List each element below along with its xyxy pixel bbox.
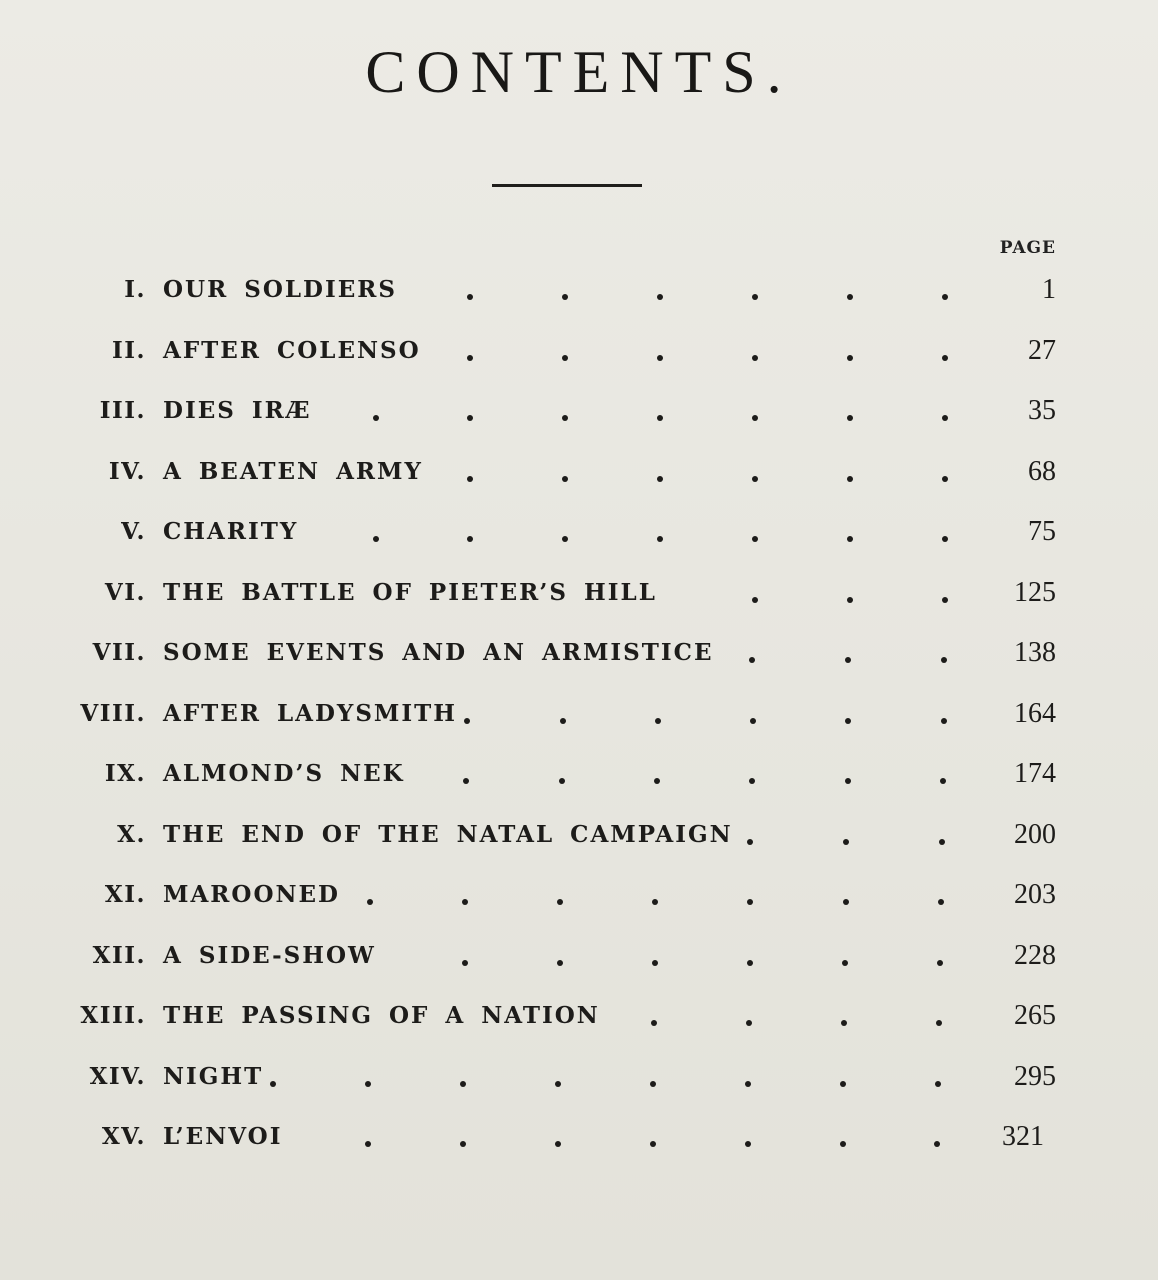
leader-dot [555,1141,561,1147]
leader-dot [840,1081,846,1087]
toc-entry [0,633,1158,694]
leader-dot [747,839,753,845]
leader-dot [747,960,753,966]
chapter-number: XIV. [89,1062,146,1090]
page-number: 27 [1028,334,1056,366]
page-number: 203 [1014,879,1056,910]
leader-dot [752,415,758,421]
leader-dot [555,1081,561,1087]
leader-dot [939,839,945,845]
leader-dot [941,657,947,663]
chapter-number: VII. [92,639,146,666]
toc-entry [0,694,1158,755]
leader-dot [940,778,946,784]
leader-dot [557,960,563,966]
chapter-title: OUR SOLDIERS [163,276,397,303]
leader-dot [942,415,948,421]
leader-dot [657,294,663,300]
leader-dot [367,899,373,905]
leader-dot [937,960,943,966]
page-number: 1 [1042,274,1056,305]
leader-dot [562,536,568,542]
chapter-number: IV. [108,457,146,485]
leader-dot [464,718,470,724]
leader-dot [654,778,660,784]
leader-dot [463,778,469,784]
toc-entry [0,512,1158,573]
leader-dot [467,536,473,542]
chapter-title: A SIDE-SHOW [163,941,376,969]
leader-dot [557,899,563,905]
leader-dot [750,718,756,724]
page-number: 138 [1014,637,1056,668]
chapter-number: X. [117,820,146,848]
toc-entry [0,270,1158,331]
leader-dot [365,1081,371,1087]
page-number: 174 [1014,758,1056,789]
leader-dot [562,415,568,421]
leader-dot [652,960,658,966]
leader-dot [847,476,853,482]
chapter-title: THE END OF THE NATAL CAMPAIGN [163,820,733,848]
page-column-label: PAGE [999,238,1056,258]
chapter-number: III. [99,397,146,424]
leader-dot [942,294,948,300]
page-number: 75 [1028,516,1056,547]
chapter-number: VI. [104,578,146,606]
leader-dot [847,536,853,542]
leader-dot [373,415,379,421]
leader-dot [560,718,566,724]
toc-entry [0,754,1158,815]
leader-dot [651,1020,657,1026]
chapter-title: THE PASSING OF A NATION [163,1002,600,1029]
leader-dot [650,1081,656,1087]
leader-dot [562,294,568,300]
leader-dot [845,657,851,663]
leader-dot [467,294,473,300]
page-number: 295 [1014,1060,1056,1092]
page-number: 68 [1028,455,1056,487]
leader-dot [847,415,853,421]
leader-dot [752,294,758,300]
toc-entry [0,452,1158,513]
toc-entry [0,573,1158,634]
chapter-title: ALMOND’S NEK [163,760,405,787]
leader-dot [843,899,849,905]
leader-dot [462,899,468,905]
leader-dot [652,899,658,905]
chapter-title: THE BATTLE OF PIETER’S HILL [163,578,657,606]
chapter-number: IX. [104,760,146,787]
leader-dot [657,415,663,421]
leader-dot [745,1081,751,1087]
chapter-title: DIES IRÆ [163,397,312,424]
chapter-number: I. [124,276,146,303]
chapter-title: L’ENVOI [163,1123,283,1150]
toc-entry [0,331,1158,392]
leader-dot [847,355,853,361]
toc-entry [0,1057,1158,1118]
leader-dot [935,1081,941,1087]
page-title: CONTENTS. [365,39,793,105]
leader-dot [840,1141,846,1147]
page-number: 228 [1014,939,1056,971]
chapter-number: II. [111,336,146,364]
leader-dot [562,355,568,361]
leader-dot [845,718,851,724]
leader-dot [942,597,948,603]
page-number: 200 [1014,818,1056,850]
leader-dot [842,960,848,966]
chapter-number: XI. [104,881,146,908]
leader-dot [562,476,568,482]
leader-dot [270,1081,276,1087]
chapter-number: V. [121,518,146,545]
chapter-number: VIII. [80,699,146,727]
leader-dot [650,1141,656,1147]
chapter-number: XV. [101,1123,146,1150]
leader-dot [847,294,853,300]
leader-dot [942,536,948,542]
leader-dot [467,355,473,361]
table-of-contents [0,270,1158,1178]
page-number: 321 [1002,1121,1044,1152]
leader-dot [657,476,663,482]
leader-dot [752,476,758,482]
leader-dot [847,597,853,603]
title-rule [492,184,642,187]
leader-dot [462,960,468,966]
chapter-title: AFTER COLENSO [163,336,421,364]
leader-dot [657,536,663,542]
leader-dot [467,476,473,482]
toc-entry [0,936,1158,997]
chapter-title: SOME EVENTS AND AN ARMISTICE [163,639,714,666]
leader-dot [749,657,755,663]
leader-dot [841,1020,847,1026]
leader-dot [942,355,948,361]
chapter-title: AFTER LADYSMITH [163,699,457,727]
chapter-number: XII. [92,941,146,969]
page-number: 125 [1014,576,1056,608]
leader-dot [745,1141,751,1147]
leader-dot [845,778,851,784]
toc-entry [0,875,1158,936]
chapter-title: A BEATEN ARMY [163,457,423,485]
leader-dot [752,355,758,361]
page-number: 35 [1028,395,1056,426]
leader-dot [747,899,753,905]
leader-dot [752,536,758,542]
leader-dot [843,839,849,845]
chapter-title: CHARITY [163,518,299,545]
chapter-title: MAROONED [163,881,340,908]
toc-entry [0,815,1158,876]
leader-dot [752,597,758,603]
leader-dot [655,718,661,724]
leader-dot [942,476,948,482]
leader-dot [559,778,565,784]
leader-dot [373,536,379,542]
toc-entry [0,391,1158,452]
leader-dot [746,1020,752,1026]
leader-dot [365,1141,371,1147]
leader-dot [460,1141,466,1147]
page-number: 265 [1014,1000,1056,1031]
page-number: 164 [1014,697,1056,729]
toc-entry [0,1117,1158,1178]
chapter-title: NIGHT [163,1062,264,1090]
leader-dot [749,778,755,784]
leader-dot [941,718,947,724]
leader-dot [938,899,944,905]
leader-dot [467,415,473,421]
chapter-number: XIII. [80,1002,146,1029]
leader-dot [657,355,663,361]
leader-dot [936,1020,942,1026]
toc-entry [0,996,1158,1057]
leader-dot [460,1081,466,1087]
leader-dot [934,1141,940,1147]
